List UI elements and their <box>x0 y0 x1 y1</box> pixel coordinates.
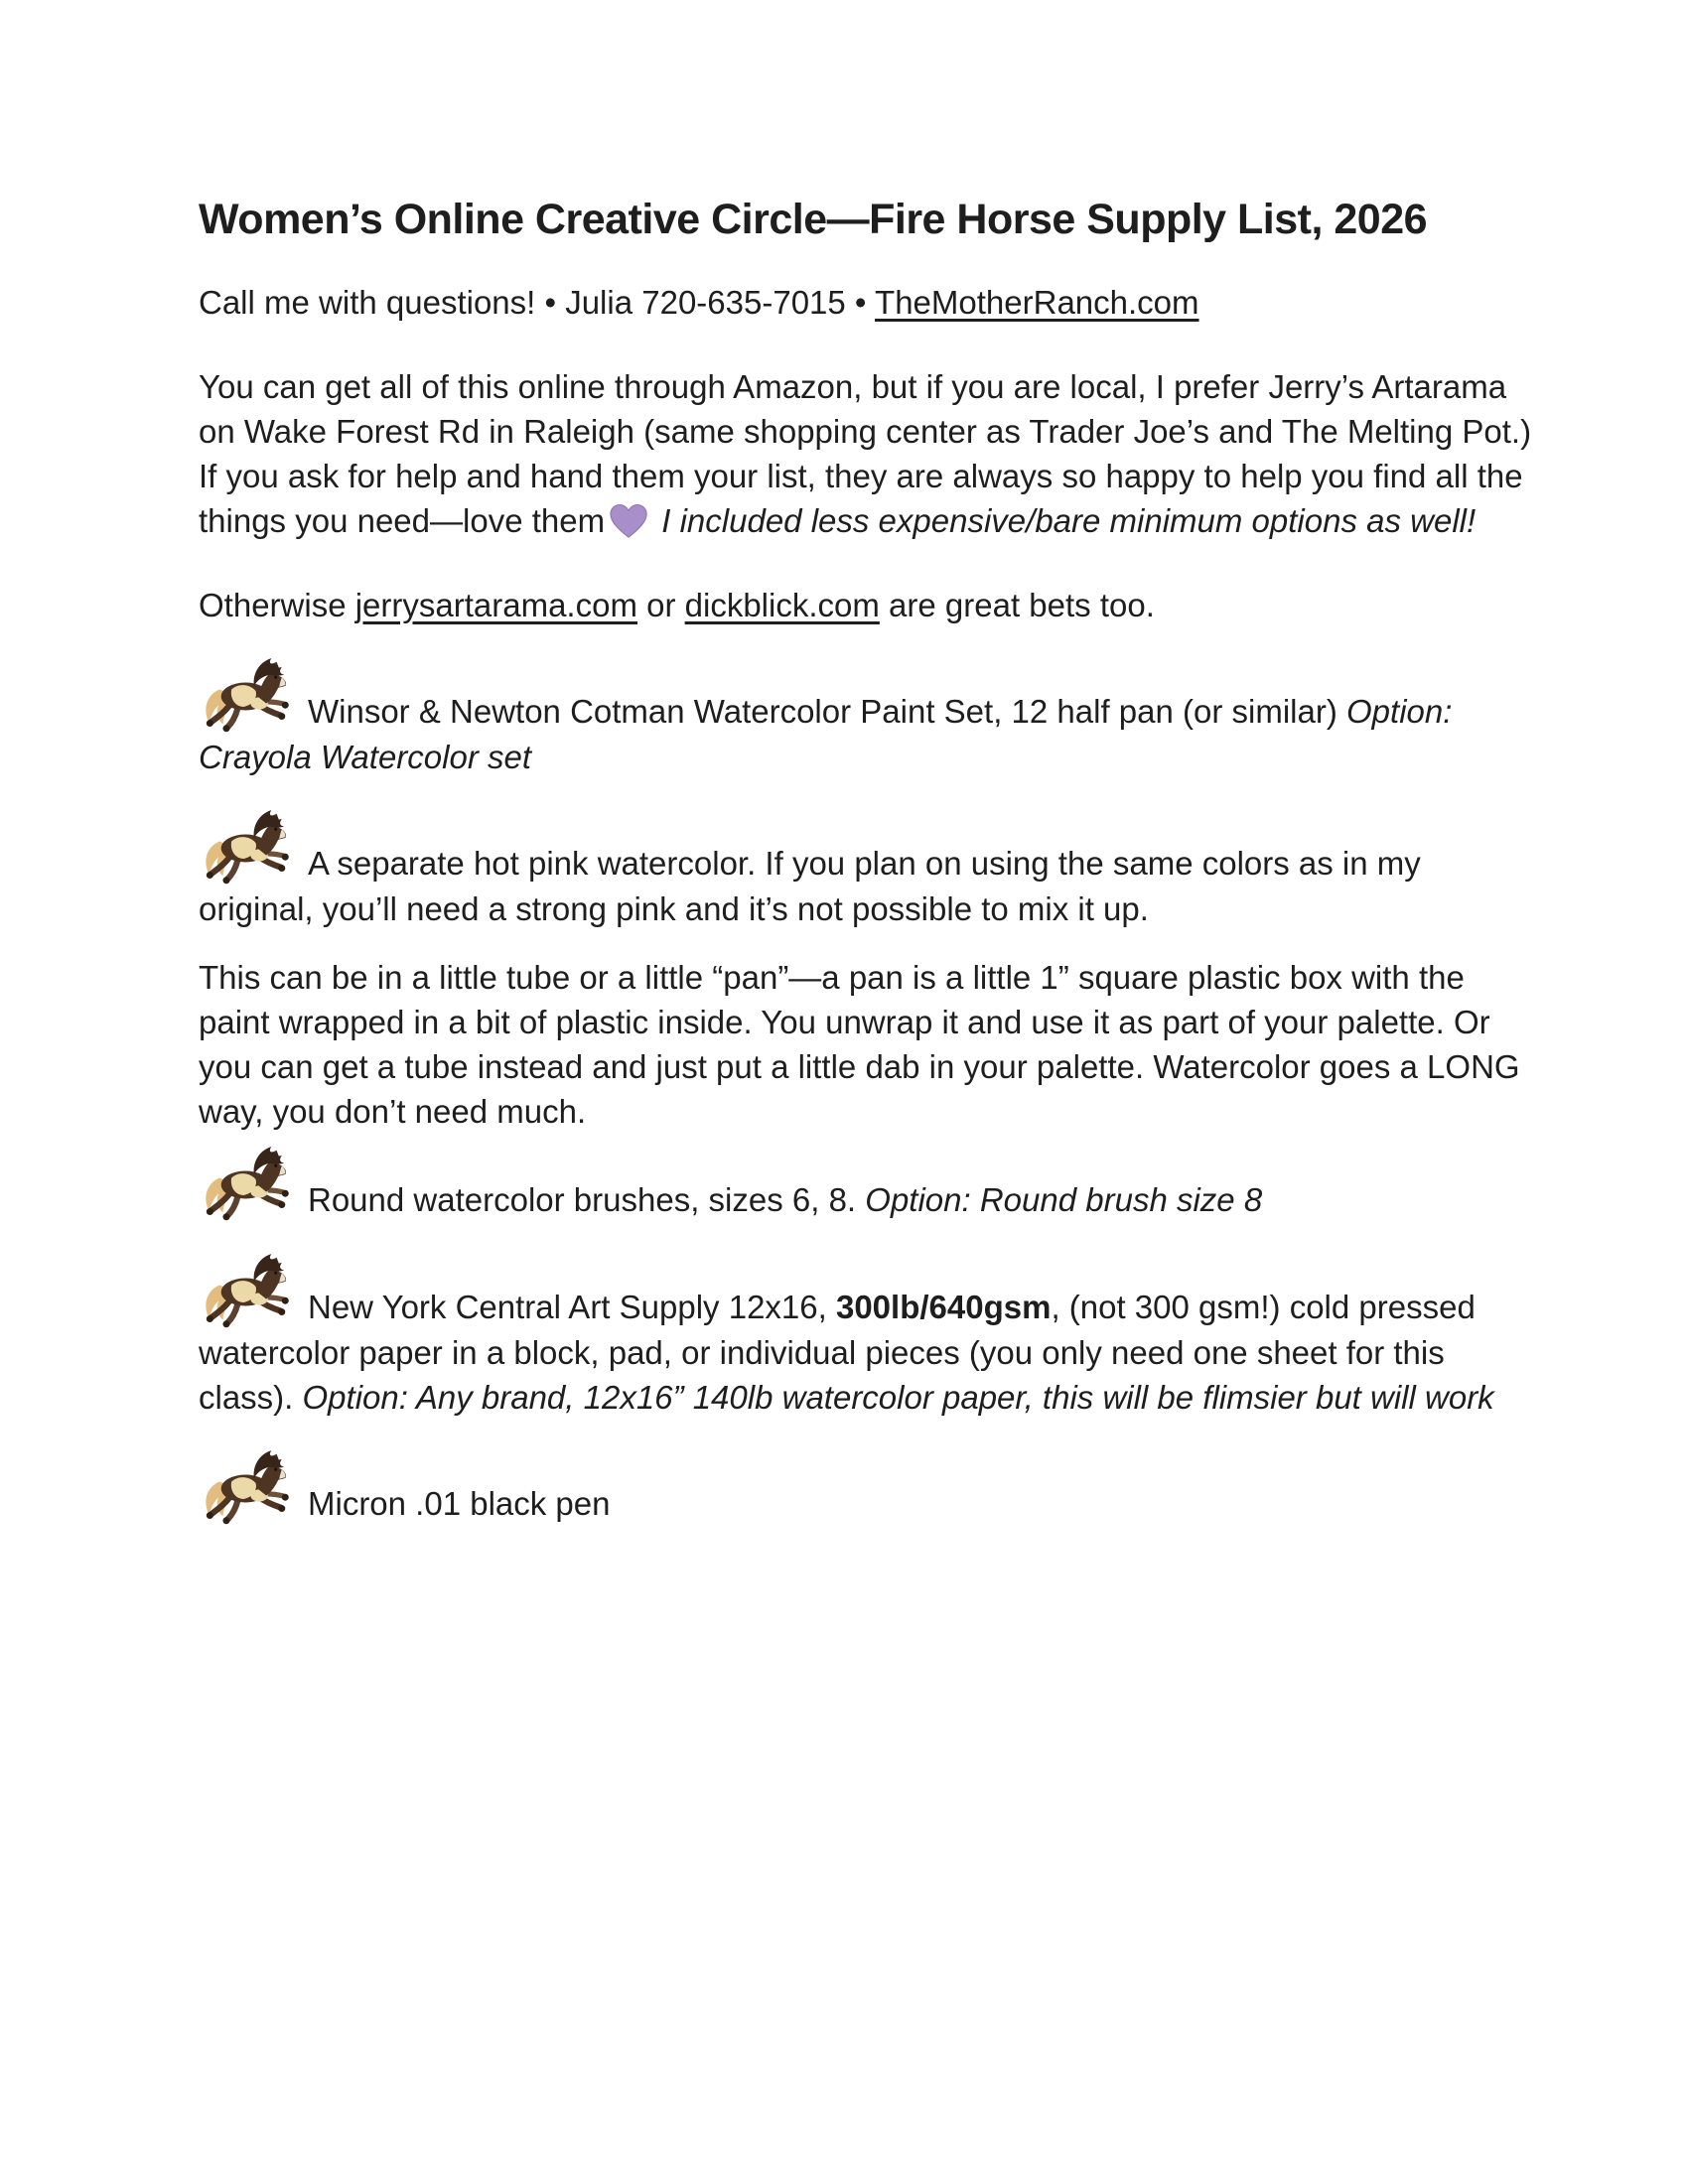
document-content <box>199 195 1534 1527</box>
pony-icon <box>199 845 308 882</box>
page-title: Women’s Online Creative Circle—Fire Horse Supply List, 2026 <box>199 196 1428 243</box>
mother-ranch-link[interactable]: TheMotherRanch.com <box>875 284 1199 321</box>
supply-item-paper <box>199 1247 1534 1420</box>
supply-item-text: New York Central Art Supply 12x16, <box>308 1289 836 1325</box>
supply-item-text: Micron .01 black pen <box>308 1485 611 1522</box>
contact-line <box>199 280 1534 325</box>
alternatives-prefix: Otherwise <box>199 587 355 623</box>
supply-item-micron-pen <box>199 1443 1534 1527</box>
supply-item-text: Round watercolor brushes, sizes 6, 8. <box>308 1181 866 1218</box>
jerrysartarama-link[interactable]: jerrysartarama.com <box>354 587 637 623</box>
intro-paragraph <box>199 364 1534 543</box>
note-paragraph: This can be in a little tube or a little “pan”—a pan is a little 1” square plastic box with the paint wrapped in a bit of plastic inside. You unwrap it and use it as part of your palette. Or you can get a tube instead and just put a little dab in your palette. Watercolor goes a LONG way, you don’t need much. <box>199 959 1520 1130</box>
pony-icon <box>199 1181 308 1218</box>
supply-item-text: A separate hot pink watercolor. If you plan on using the same colors as in my original, you’ll need a strong pink and it’s not possible to mix it up. <box>199 845 1421 927</box>
dickblick-link[interactable]: dickblick.com <box>684 587 880 623</box>
alternatives-middle: or <box>636 587 685 623</box>
supply-item-option: Option: Round brush size 8 <box>865 1181 1263 1218</box>
contact-text: Call me with questions! • Julia 720-635-7015 • <box>199 284 876 321</box>
intro-italic-text: I included less expensive/bare minimum options as well! <box>652 502 1477 539</box>
pony-icon <box>199 693 308 730</box>
intro-text: You can get all of this online through Amazon, but if you are local, I prefer Jerry’s Artarama on Wake Forest Rd in Raleigh (same shopping center as Trader Joe’s and The Melting Pot.) If you ask for help and hand them your list, they are always so happy to help you find all the things you need—love them <box>199 368 1532 539</box>
alternatives-suffix: are great bets too. <box>879 587 1155 623</box>
alternatives-line <box>199 583 1534 627</box>
supply-item-bold-text: 300lb/640gsm <box>835 1289 1052 1325</box>
purple-heart-icon <box>605 502 652 539</box>
supply-item-text: , (not 300 gsm!) cold pressed watercolor paper in a block, pad, or individual pieces (you only need one sheet for this class). <box>199 1289 1476 1416</box>
pony-icon <box>199 1289 308 1325</box>
supply-item-paint-set <box>199 651 1534 779</box>
supply-item-option: Option: Any brand, 12x16” 140lb watercolor paper, this will be flimsier but will work <box>302 1379 1494 1416</box>
pony-icon <box>199 1485 308 1522</box>
supply-item-option: Option: Crayola Watercolor set <box>199 693 1453 775</box>
supply-item-hot-pink <box>199 803 1534 931</box>
supply-item-brushes <box>199 1140 1534 1223</box>
supply-item-text: Winsor & Newton Cotman Watercolor Paint Set, 12 half pan (or similar) <box>308 693 1346 730</box>
